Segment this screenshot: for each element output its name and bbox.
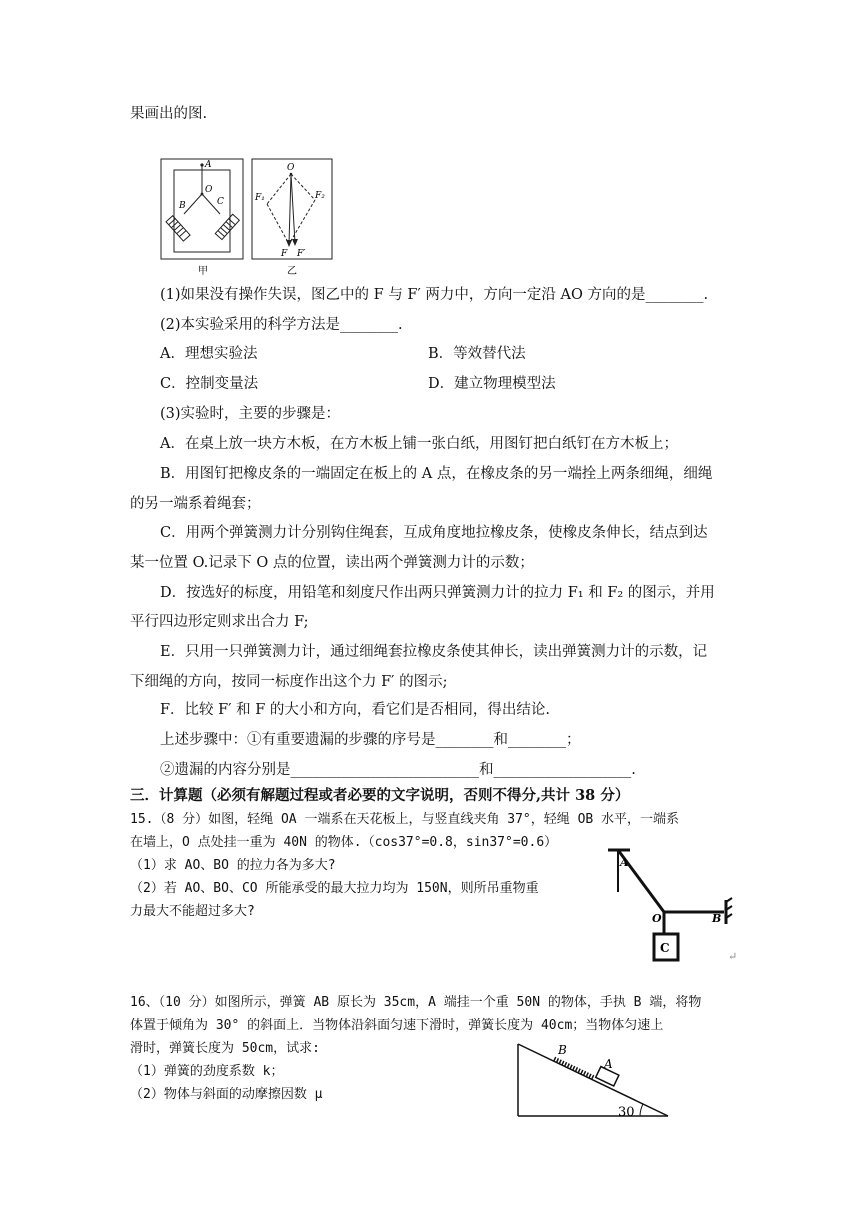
q16-fig-label-a: A [604,1057,613,1071]
q14-step-e2: 下细绳的方向，按同一标度作出这个力 F′ 的图示; [130,674,448,690]
q14-step-e1: E．只用一只弹簧测力计，通过细绳套拉橡皮条使其伸长，读出弹簧测力计的示数，记 [160,644,708,660]
q15-fig-label-b: B [712,912,722,925]
section-3-heading: 三．计算题（必须有解题过程或者必要的文字说明，否则不得分,共计 38 分） [130,787,630,804]
q16-figure [514,1040,672,1120]
q14-step-f: F．比较 F′ 和 F 的大小和方向，看它们是否相同，得出结论. [160,702,551,718]
q15-line3: （1）求 AO、BO 的拉力各为多大? [130,858,336,873]
jia-caption: 甲 [198,266,208,277]
q16-fig-label-b: B [558,1043,567,1057]
yi-label-f1: F₁ [255,193,265,203]
q14-blank2: ②遗漏的内容分别是__________________________和___________________. [160,762,636,778]
q16-line1: 16、（10 分）如图所示，弹簧 AB 原长为 35cm，A 端挂一个重 50N 的物体，手执 B 端，将物 [130,995,702,1010]
q14-step-b1: B．用图钉把橡皮条的一端固定在板上的 A 点，在橡皮条的另一端拴上两条细绳，细绳 [160,466,713,482]
yi-caption: 乙 [287,266,297,277]
q14-p1: (1)如果没有操作失误，图乙中的 F 与 F′ 两力中，方向一定沿 AO 方向的是________. [160,287,709,303]
q14-blank1: 上述步骤中：①有重要遗漏的步骤的序号是________和________； [160,732,581,748]
q16-line3: 滑时，弹簧长度为 50cm，试求: [130,1041,320,1056]
q16-line4: （1）弹簧的劲度系数 k； [130,1064,284,1079]
q15-figure [604,842,744,966]
q16-fig-label-angle: 30 [618,1105,635,1120]
q16-line2: 体置于倾角为 30° 的斜面上．当物体沿斜面匀速下滑时，弹簧长度为 40cm；当物体匀速上 [130,1018,664,1033]
jia-label-b: B [179,201,186,211]
yi-label-fp: F′ [297,249,306,259]
jia-label-c: C [217,197,224,207]
q14-step-a: A．在桌上放一块方木板，在方木板上铺一张白纸，用图钉把白纸钉在方木板上； [160,436,678,452]
q15-line5: 力最大不能超过多大? [130,904,255,919]
q14-step-c2: 某一位置 O.记录下 O 点的位置，读出两个弹簧测力计的示数； [130,555,534,571]
q15-fig-label-a: A [620,856,629,869]
yi-label-f2: F₂ [315,191,325,201]
q14-step-d1: D．按选好的标度，用铅笔和刻度尺作出两只弹簧测力计的拉力 F₁ 和 F₂ 的图示，并用 [160,585,715,601]
figure-jia [160,158,246,278]
jia-label-a: A [205,160,212,170]
q14-step-d2: 平行四边形定则求出合力 F; [130,614,309,630]
intro-line: 果画出的图. [130,106,208,122]
q15-return-mark: ↵ [728,950,738,963]
jia-label-o: O [205,185,213,195]
q15-fig-label-o: O [652,912,662,925]
q14-step-b2: 的另一端系着绳套； [130,496,261,512]
q14-step-c1: C．用两个弹簧测力计分别钩住绳套，互成角度地拉橡皮条，使橡皮条伸长，结点到达 [160,525,708,541]
q14-opt-b: B．等效替代法 [428,346,526,362]
q15-line4: （2）若 AO、BO、CO 所能承受的最大拉力均为 150N，则所吊重物重 [130,881,539,896]
q15-fig-label-c: C [660,941,670,955]
q14-p3: (3)实验时，主要的步骤是： [160,406,341,422]
figure-yi [251,158,335,278]
q14-opt-a: A．理想实验法 [160,346,258,362]
q14-opt-c: C．控制变量法 [160,376,259,392]
q15-line1: 15.（8 分）如图，轻绳 OA 一端系在天花板上，与竖直线夹角 37°，轻绳 OB 水平，一端系 [130,812,680,827]
yi-label-o: O [287,163,295,173]
yi-label-f: F [281,249,288,259]
q14-p2: (2)本实验采用的科学方法是________. [160,317,403,333]
q14-opt-d: D．建立物理模型法 [428,376,556,392]
q15-line2: 在墙上，O 点处挂一重为 40N 的物体.（cos37°=0.8，sin37°=0.6） [130,835,558,850]
q16-line5: （2）物体与斜面的动摩擦因数 μ [130,1087,323,1102]
